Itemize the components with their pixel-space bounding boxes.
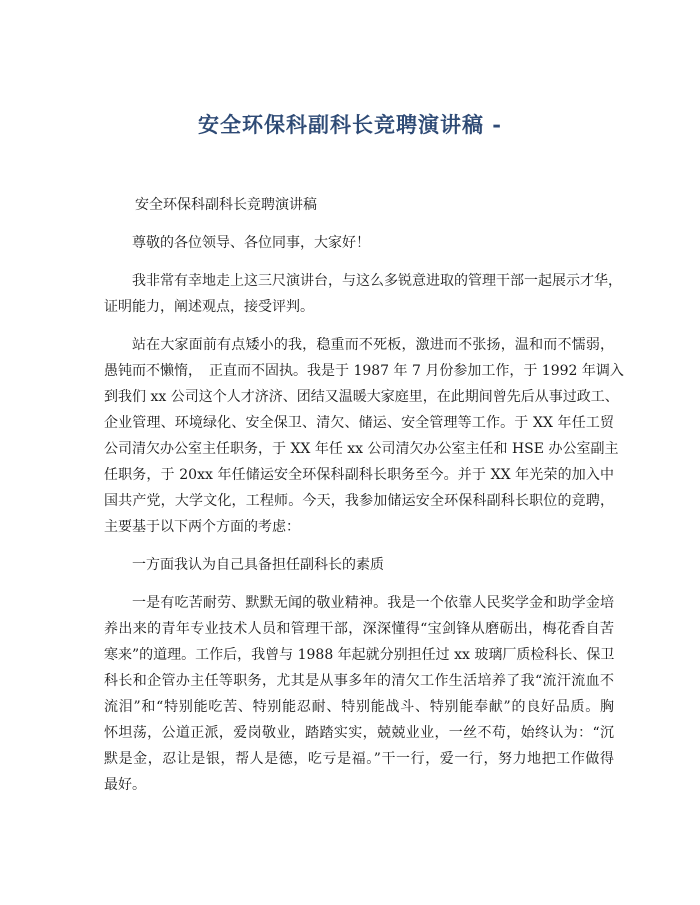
paragraph-line: 养出来的青年专业技术人员和管理干部，深深懂得“宝剑锋从磨砺出，梅花香自苦 (104, 621, 614, 637)
section-heading-line: 一方面我认为自己具备担任副科长的素质 (132, 557, 384, 573)
paragraph-line: 证明能力，阐述观点，接受评判。 (104, 299, 314, 315)
paragraph-line: 最好。 (104, 777, 146, 793)
paragraph-line: 主要基于以下两个方面的考虑： (104, 519, 300, 535)
paragraph-line: 一是有吃苦耐劳、默默无闻的敬业精神。我是一个依靠人民奖学金和助学金培 (132, 595, 614, 611)
document-title: 安全环保科副科长竞聘演讲稿 - (197, 112, 503, 137)
paragraph-line: 流泪”和“特别能吃苦、特别能忍耐、特别能战斗、特别能奉献”的良好品质。胸 (104, 699, 614, 715)
paragraph-line: 任职务，于 20xx 年任储运安全环保科副科长职务至今。并于 XX 年光荣的加入中 (104, 467, 614, 483)
document-body (104, 192, 624, 798)
paragraph-line: 我非常有幸地走上这三尺演讲台，与这么多锐意进取的管理干部一起展示才华， (132, 273, 622, 289)
paragraph-line: 站在大家面前有点矮小的我，稳重而不死板，激进而不张扬，温和而不懦弱， (132, 337, 614, 353)
subtitle-line: 安全环保科副科长竞聘演讲稿 (135, 197, 317, 213)
paragraph-line: 愚钝而不懒惰， 正直而不固执。我是于 1987 年 7 月份参加工作，于 1992 年调入 (104, 363, 624, 379)
paragraph-line: 国共产党，大学文化，工程师。今天，我参加储运安全环保科副科长职位的竞聘， (104, 493, 614, 509)
paragraph-line: 默是金，忍让是银，帮人是德，吃亏是福。”干一行，爱一行，努力地把工作做得 (104, 751, 614, 767)
paragraph-line: 企业管理、环境绿化、安全保卫、清欠、储运、安全管理等工作。于 XX 年任工贸 (104, 415, 614, 431)
paragraph-line: 寒来”的道理。工作后，我曾与 1988 年起就分别担任过 xx 玻璃厂质检科长、保卫 (104, 647, 615, 663)
paragraph-line: 公司清欠办公室主任职务，于 XX 年任 xx 公司清欠办公室主任和 HSE 办公室副主 (104, 441, 619, 457)
paragraph-line: 怀坦荡，公道正派，爱岗敬业，踏踏实实，兢兢业业，一丝不苟，始终认为：“沉 (104, 725, 614, 741)
greeting-line: 尊敬的各位领导、各位同事，大家好！ (132, 235, 370, 251)
paragraph-line: 科长和企管办主任等职务，尤其是从事多年的清欠工作生活培养了我“流汗流血不 (104, 673, 614, 689)
paragraph-line: 到我们 xx 公司这个人才济济、团结又温暖大家庭里，在此期间曾先后从事过政工、 (104, 389, 619, 405)
